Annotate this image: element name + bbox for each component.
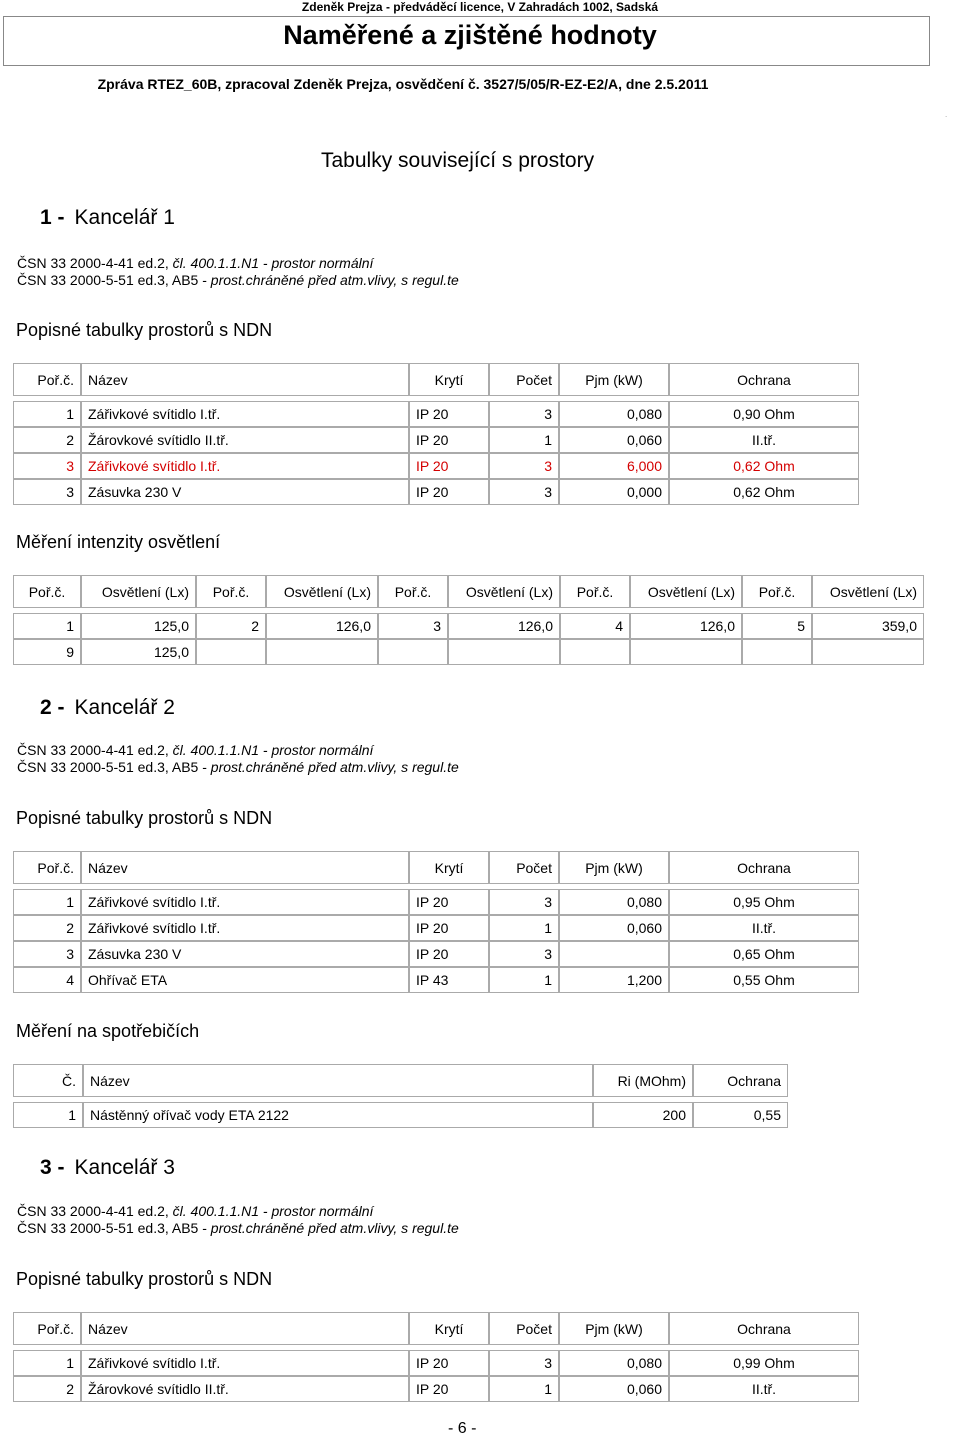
table-cell: Zářivkové svítidlo I.tř.: [81, 401, 409, 427]
room-number: 2 -: [40, 696, 65, 719]
norm-italic: prost.chráněné před atm.vlivy, s regul.te: [210, 272, 459, 288]
table-cell: 0,080: [559, 1350, 669, 1376]
table-cell: [266, 639, 378, 665]
table-cell: Zářivkové svítidlo I.tř.: [81, 889, 409, 915]
table-header-row: [13, 1312, 859, 1345]
table-cell: 2: [13, 1376, 81, 1402]
table-cell: 0,99 Ohm: [669, 1350, 859, 1376]
table-cell: 0,080: [559, 889, 669, 915]
column-header: Ochrana: [693, 1064, 788, 1097]
column-header: Poř.č.: [13, 575, 81, 608]
table-cell: [742, 639, 812, 665]
table-cell: 1: [13, 1350, 81, 1376]
column-header: Krytí: [409, 851, 489, 884]
table-cell: 3: [489, 401, 559, 427]
table-cell: 0,90 Ohm: [669, 401, 859, 427]
norm-italic: prost.chráněné před atm.vlivy, s regul.te: [210, 759, 459, 775]
norm-text: ČSN 33 2000-5-51 ed.3, AB5 -: [17, 1220, 211, 1236]
norm-line: [17, 1203, 459, 1220]
column-header: Osvětlení (Lx): [812, 575, 924, 608]
table-cell: [378, 639, 448, 665]
table-cell: 0,55 Ohm: [669, 967, 859, 993]
room-name: Kancelář 1: [74, 206, 175, 229]
column-header: Poř.č.: [13, 851, 81, 884]
norm-line: [17, 272, 459, 289]
room-heading: [40, 1156, 175, 1180]
column-header: Počet: [489, 1312, 559, 1345]
table-cell: 1: [13, 613, 81, 639]
norm-block: [17, 255, 459, 289]
table-cell: Ohřívač ETA: [81, 967, 409, 993]
table-cell: IP 20: [409, 915, 489, 941]
table-cell: IP 20: [409, 1376, 489, 1402]
norm-line: [17, 255, 459, 272]
table-row: [13, 1376, 859, 1402]
ndn-table: [13, 363, 859, 505]
column-header: Název: [81, 1312, 409, 1345]
norm-block: [17, 742, 459, 776]
table-cell: Zásuvka 230 V: [81, 479, 409, 505]
table-cell: 126,0: [448, 613, 560, 639]
table-cell: 1: [489, 915, 559, 941]
column-header: Ochrana: [669, 1312, 859, 1345]
table-cell: Zářivkové svítidlo I.tř.: [81, 1350, 409, 1376]
table-cell: 2: [13, 427, 81, 453]
table-cell: 3: [378, 613, 448, 639]
norm-text: ČSN 33 2000-5-51 ed.3, AB5 -: [17, 272, 211, 288]
table-cell: 2: [196, 613, 266, 639]
table-row: [13, 427, 859, 453]
column-header: Osvětlení (Lx): [266, 575, 378, 608]
column-header: Poř.č.: [13, 1312, 81, 1345]
column-header: Poř.č.: [378, 575, 448, 608]
table-cell: 4: [560, 613, 630, 639]
table-cell: II.tř.: [669, 915, 859, 941]
table-cell: 2: [13, 915, 81, 941]
table-cell: 0,060: [559, 1376, 669, 1402]
table-cell: 1: [489, 967, 559, 993]
norm-italic: prost.chráněné před atm.vlivy, s regul.te: [210, 1220, 459, 1236]
table-cell: Zářivkové svítidlo I.tř.: [81, 453, 409, 479]
column-header: Ochrana: [669, 363, 859, 396]
column-header: Krytí: [409, 363, 489, 396]
table-header-row: [13, 575, 924, 608]
table-cell: 3: [489, 889, 559, 915]
table-cell: [448, 639, 560, 665]
table-cell: 9: [13, 639, 81, 665]
table-cell: Žárovkové svítidlo II.tř.: [81, 1376, 409, 1402]
table-cell: Zářivkové svítidlo I.tř.: [81, 915, 409, 941]
section-heading-appliances: Měření na spotřebičích: [16, 1021, 200, 1041]
norm-text: ČSN 33 2000-4-41 ed.2,: [17, 742, 173, 758]
table-cell: Žárovkové svítidlo II.tř.: [81, 427, 409, 453]
table-row: [13, 941, 859, 967]
corner-dot: .: [945, 110, 948, 119]
table-cell: IP 20: [409, 427, 489, 453]
table-cell: 3: [489, 479, 559, 505]
lux-table: [13, 575, 924, 665]
section-heading-ndn: Popisné tabulky prostorů s NDN: [16, 320, 273, 340]
column-header: Název: [81, 851, 409, 884]
column-header: Poř.č.: [196, 575, 266, 608]
table-cell: 0,000: [559, 479, 669, 505]
table-cell: 3: [13, 941, 81, 967]
column-header: Název: [83, 1064, 593, 1097]
table-cell: [560, 639, 630, 665]
room-name: Kancelář 3: [74, 1156, 175, 1179]
column-header: Poř.č.: [13, 363, 81, 396]
table-cell: 0,55: [693, 1102, 788, 1128]
table-cell: Zásuvka 230 V: [81, 941, 409, 967]
column-header: Poř.č.: [560, 575, 630, 608]
header-top-line: Zdeněk Prejza - předváděcí licence, V Zahradách 1002, Sadská: [301, 0, 659, 14]
room-heading: [40, 206, 175, 230]
table-cell: II.tř.: [669, 1376, 859, 1402]
table-cell: Nástěnný ořívač vody ETA 2122: [83, 1102, 593, 1128]
table-cell: 3: [13, 479, 81, 505]
table-cell: IP 20: [409, 1350, 489, 1376]
report-info: Zpráva RTEZ_60B, zpracoval Zdeněk Prejza, osvědčení č. 3527/5/05/R-EZ-E2/A, dne 2.5.2011: [97, 76, 709, 92]
room-name: Kancelář 2: [74, 696, 175, 719]
table-cell: [196, 639, 266, 665]
ndn-table: [13, 1312, 859, 1402]
norm-line: [17, 742, 459, 759]
table-header-row: [13, 363, 859, 396]
table-row: [13, 915, 859, 941]
table-cell: 0,62 Ohm: [669, 479, 859, 505]
table-cell: 0,65 Ohm: [669, 941, 859, 967]
ndn-table: [13, 851, 859, 993]
table-cell: 126,0: [630, 613, 742, 639]
norm-line: [17, 1220, 459, 1237]
table-cell: 125,0: [81, 613, 196, 639]
section-heading-ndn: Popisné tabulky prostorů s NDN: [16, 1269, 273, 1289]
column-header: Pjm (kW): [559, 363, 669, 396]
table-header-row: [13, 1064, 788, 1097]
table-row: [13, 1102, 788, 1128]
table-cell: IP 20: [409, 941, 489, 967]
section-heading-lux: Měření intenzity osvětlení: [16, 532, 221, 552]
table-cell: 1: [13, 401, 81, 427]
table-row: [13, 1350, 859, 1376]
table-cell: 3: [489, 1350, 559, 1376]
column-header: Ri (MOhm): [593, 1064, 693, 1097]
table-cell: 1,200: [559, 967, 669, 993]
column-header: Pjm (kW): [559, 851, 669, 884]
table-cell: 200: [593, 1102, 693, 1128]
norm-italic: čl. 400.1.1.N1 - prostor normální: [172, 742, 374, 758]
table-cell: 6,000: [559, 453, 669, 479]
column-header: Osvětlení (Lx): [448, 575, 560, 608]
table-row: [13, 479, 859, 505]
column-header: Pjm (kW): [559, 1312, 669, 1345]
column-header: Počet: [489, 363, 559, 396]
table-cell: 0,060: [559, 427, 669, 453]
table-cell: II.tř.: [669, 427, 859, 453]
table-row: [13, 639, 924, 665]
column-header: Ochrana: [669, 851, 859, 884]
table-cell: 1: [489, 427, 559, 453]
table-cell: 3: [489, 453, 559, 479]
table-row: [13, 613, 924, 639]
page-title: Naměřené a zjištěné hodnoty: [283, 20, 657, 50]
table-cell: IP 20: [409, 479, 489, 505]
table-cell: 5: [742, 613, 812, 639]
table-cell: 3: [13, 453, 81, 479]
table-cell: 0,62 Ohm: [669, 453, 859, 479]
table-cell: IP 20: [409, 401, 489, 427]
room-number: 1 -: [40, 206, 65, 229]
table-row: [13, 967, 859, 993]
table-cell: IP 20: [409, 453, 489, 479]
table-cell: [559, 941, 669, 967]
room-number: 3 -: [40, 1156, 65, 1179]
table-cell: [812, 639, 924, 665]
table-cell: 359,0: [812, 613, 924, 639]
table-cell: 4: [13, 967, 81, 993]
norm-text: ČSN 33 2000-4-41 ed.2,: [17, 255, 173, 271]
section-subtitle: Tabulky související s prostory: [321, 149, 595, 172]
table-row: [13, 889, 859, 915]
table-header-row: [13, 851, 859, 884]
section-heading-ndn: Popisné tabulky prostorů s NDN: [16, 808, 273, 828]
table-cell: 3: [489, 941, 559, 967]
table-cell: 0,060: [559, 915, 669, 941]
table-cell: IP 43: [409, 967, 489, 993]
column-header: Název: [81, 363, 409, 396]
norm-line: [17, 759, 459, 776]
norm-block: [17, 1203, 459, 1237]
norm-italic: čl. 400.1.1.N1 - prostor normální: [172, 255, 374, 271]
table-cell: 0,080: [559, 401, 669, 427]
column-header: Osvětlení (Lx): [630, 575, 742, 608]
column-header: Krytí: [409, 1312, 489, 1345]
table-cell: 1: [13, 1102, 83, 1128]
table-cell: 125,0: [81, 639, 196, 665]
table-cell: 1: [489, 1376, 559, 1402]
table-cell: 1: [13, 889, 81, 915]
column-header: Osvětlení (Lx): [81, 575, 196, 608]
table-row: [13, 401, 859, 427]
page-number: - 6 -: [448, 1420, 477, 1437]
table-row: [13, 453, 859, 479]
table-cell: 0,95 Ohm: [669, 889, 859, 915]
column-header: Počet: [489, 851, 559, 884]
table-cell: 126,0: [266, 613, 378, 639]
room-heading: [40, 696, 175, 720]
norm-italic: čl. 400.1.1.N1 - prostor normální: [172, 1203, 374, 1219]
appliance-table: [13, 1064, 788, 1128]
table-cell: IP 20: [409, 889, 489, 915]
column-header: Č.: [13, 1064, 83, 1097]
norm-text: ČSN 33 2000-5-51 ed.3, AB5 -: [17, 759, 211, 775]
column-header: Poř.č.: [742, 575, 812, 608]
table-cell: [630, 639, 742, 665]
norm-text: ČSN 33 2000-4-41 ed.2,: [17, 1203, 173, 1219]
